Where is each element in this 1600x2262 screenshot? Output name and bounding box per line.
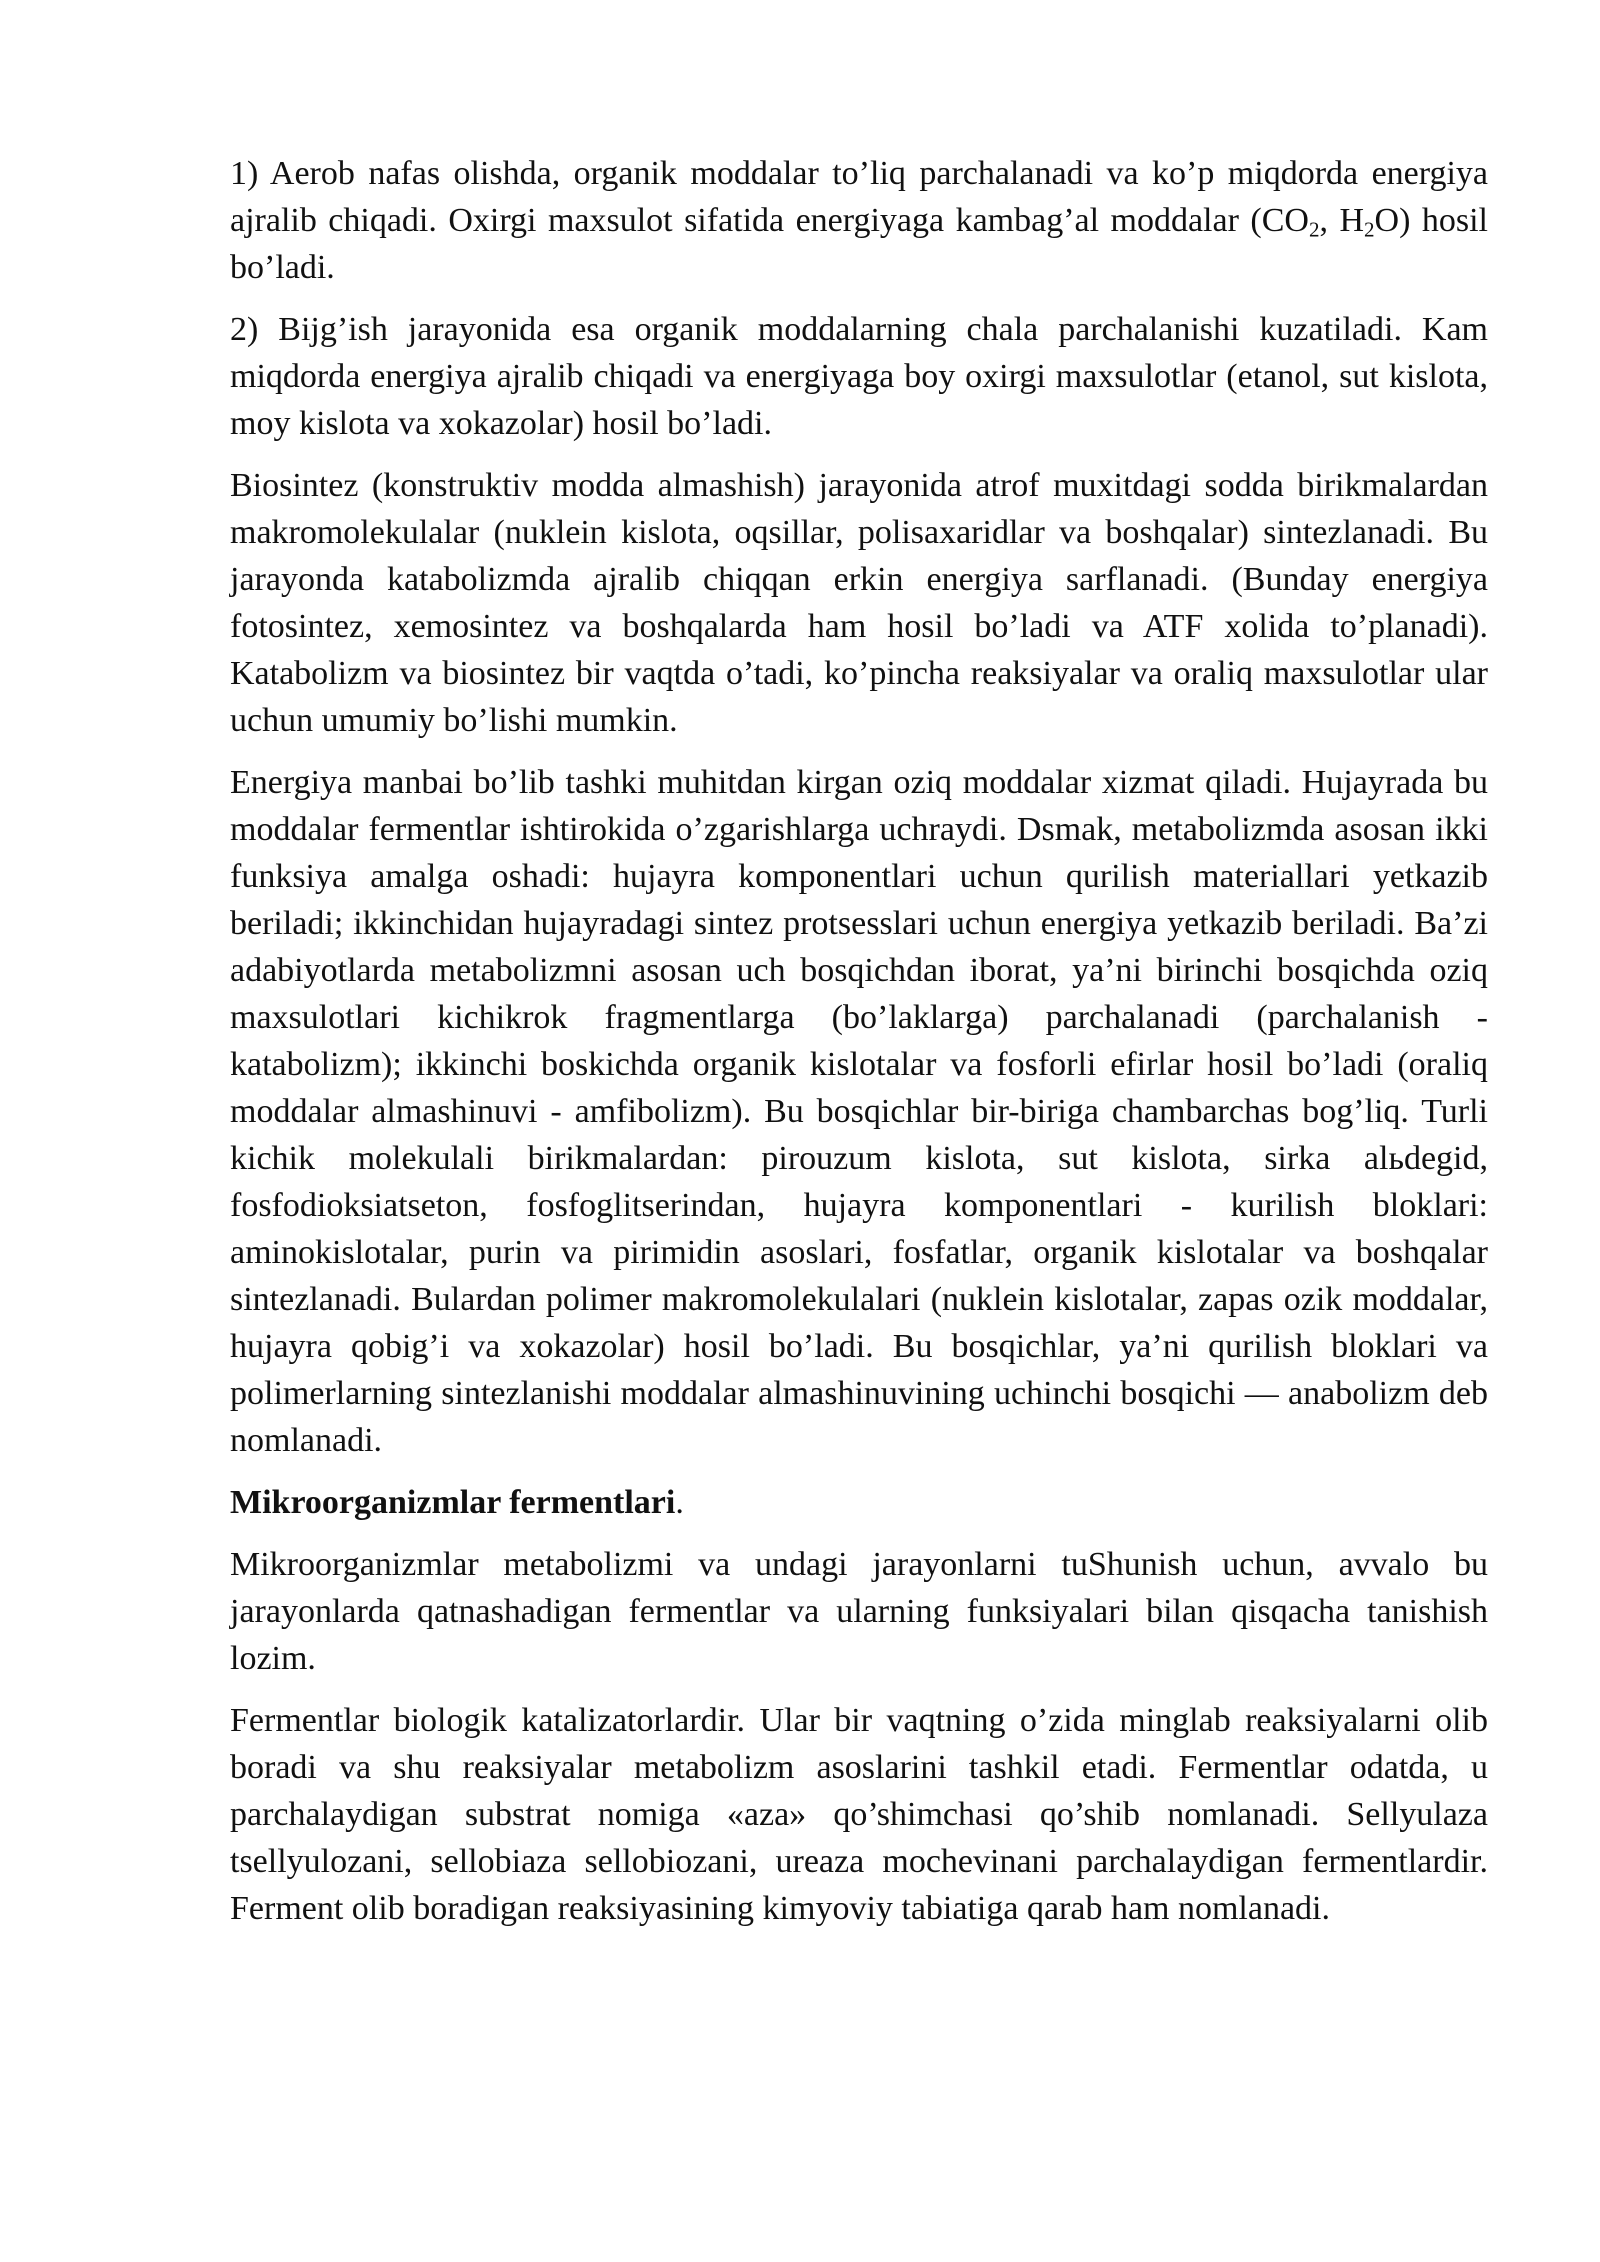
document-page — [230, 150, 1488, 1947]
paragraph-fermentation: 2) Bijg’ish jarayonida esa organik moddalarning chala parchalanishi kuzatiladi. Kam miqdorda energiya ajralib chiqadi va energiyaga boy oxirgi maxsulotlar (etanol, sut kislota, moy kislota va xokazolar) hosil bo’ladi. — [230, 311, 1488, 442]
section-heading-dot: . — [675, 1484, 684, 1521]
paragraph-aerobic-respiration — [230, 150, 1488, 291]
paragraph-energy-source: Energiya manbai bo’lib tashki muhitdan kirgan oziq moddalar xizmat qiladi. Hujayrada bu moddalar fermentlar ishtirokida o’zgarishlarga uchraydi. Dsmak, metabolizmda asosan ikki funksiya amalga oshadi: hujayra komponentlari uchun qurilish materiallari yetkazib beriladi; ikkinchidan hujayradagi sintez protsesslari uchun energiya yetkazib beriladi. Ba’zi adabiyotlarda metabolizmni asosan uch bosqichdan iborat, ya’ni birinchi bosqichda oziq maxsulotlari kichikrok fragmentlarga (bo’laklarga) parchalanadi (parchalanish - katabolizm); ikkinchi boskichda organik kislotalar va fosforli efirlar hosil bo’ladi (oraliq moddalar almashinuvi - amfibolizm). Bu bosqichlar bir-biriga chambarchas bog’liq. Turli kichik molekulali birikmalardan: pirouzum kislota, sut kislota, sirka alьdegid, fosfodioksiatseton, fosfoglitserindan, hujayra komponentlari - kurilish bloklari: aminokislotalar, purin va pirimidin asoslari, fosfatlar, organik kislotalar va boshqalar sintezlanadi. Bulardan polimer makromolekulalari (nuklein kislotalar, zapas ozik moddalar, hujayra qobig’i va xokazolar) hosil bo’ladi. Bu bosqichlar, ya’ni qurilish bloklari va polimerlarning sintezlanishi moddalar almashinuvining uchinchi bosqichi — anabolizm deb nomlanadi. — [230, 764, 1488, 1459]
paragraph-microorganism-metabolism: Mikroorganizmlar metabolizmi va undagi jarayonlarni tuShunish uchun, avvalo bu jarayonlarda qatnashadigan fermentlar va ularning funksiyalari bilan qisqacha tanishish lozim. — [230, 1546, 1488, 1677]
p1-text-before: 1) Aerob nafas olishda, organik moddalar to’liq parchalanadi va ko’p miqdorda energiya ajralib chiqadi. Oxirgi maxsulot sifatida energiyaga kambag’al moddalar (CO — [230, 155, 1488, 239]
subscript-2: 2 — [1308, 217, 1320, 242]
p1-text-mid: , H — [1319, 202, 1364, 239]
p1-text-after: O) hosil bo’ladi. — [230, 202, 1489, 286]
paragraph-biosynthesis: Biosintez (konstruktiv modda almashish) jarayonida atrof muxitdagi sodda birikmalardan makromolekulalar (nuklein kislota, oqsillar, polisaxaridlar va boshqalar) sintezlanadi. Bu jarayonda katabolizmda ajralib chiqqan erkin energiya sarflanadi. (Bunday energiya fotosintez, xemosintez va boshqalarda ham hosil bo’ladi va ATF xolida to’planadi). Katabolizm va biosintez bir vaqtda o’tadi, ko’pincha reaksiyalar va oraliq maxsulotlar ular uchun umumiy bo’lishi mumkin. — [230, 467, 1488, 739]
subscript-2: 2 — [1364, 217, 1375, 242]
paragraph-enzymes: Fermentlar biologik katalizatorlardir. Ular bir vaqtning o’zida minglab reaksiyalarni olib boradi va shu reaksiyalar metabolizm asoslarini tashkil etadi. Fermentlar odatda, u parchalaydigan substrat nomiga «aza» qo’shimchasi qo’shib nomlanadi. Sellyulaza tsellyulozani, sellobiaza sellobiozani, ureaza mochevinani parchalaydigan fermentlardir. Ferment olib boradigan reaksiyasining kimyoviy tabiatiga qarab ham nomlanadi. — [230, 1702, 1488, 1927]
section-heading-text: Mikroorganizmlar fermentlari — [230, 1484, 676, 1521]
section-heading — [230, 1479, 1488, 1526]
